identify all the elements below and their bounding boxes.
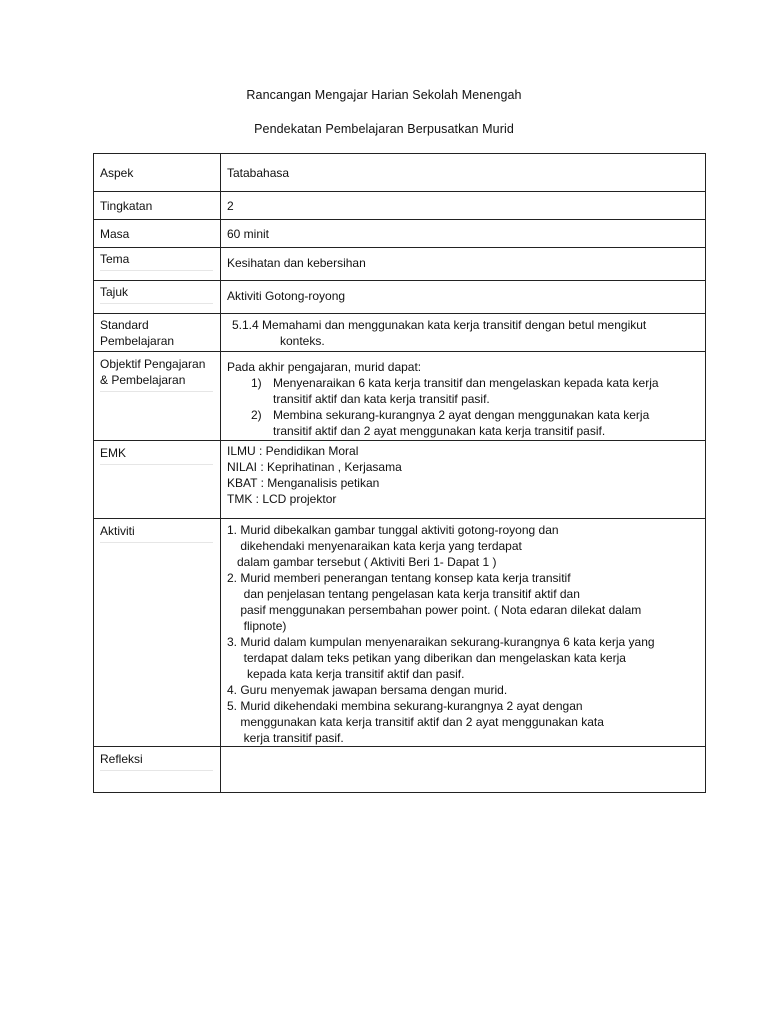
label-divider <box>100 770 213 771</box>
table-row-aspek <box>94 154 706 192</box>
aktiviti-line: 4. Guru menyemak jawapan bersama dengan murid. <box>227 683 508 697</box>
label-divider <box>100 542 213 543</box>
tema-label: Tema <box>100 252 130 266</box>
list-item-text: Menyenaraikan 6 kata kerja transitif dan mengelaskan kepada kata kerja <box>273 376 659 390</box>
table-row-tingkatan <box>94 192 706 220</box>
table-row-emk <box>94 441 706 519</box>
table-row-tema <box>94 248 706 281</box>
document-subtitle: Pendekatan Pembelajaran Berpusatkan Murid <box>254 122 514 136</box>
aktiviti-line: kerja transitif pasif. <box>227 731 344 745</box>
aktiviti-line: 1. Murid dibekalkan gambar tunggal aktiviti gotong-royong dan <box>227 523 559 537</box>
masa-label: Masa <box>100 227 130 241</box>
table-row-objektif <box>94 352 706 441</box>
standard-value-line2: konteks. <box>280 334 325 348</box>
aktiviti-line: 5. Murid dikehendaki membina sekurang-kurangnya 2 ayat dengan <box>227 699 583 713</box>
refleksi-label: Refleksi <box>100 752 143 766</box>
aktiviti-line: menggunakan kata kerja transitif aktif dan 2 ayat menggunakan kata <box>227 715 604 729</box>
standard-value-line1: 5.1.4 Memahami dan menggunakan kata kerja transitif dengan betul mengikut <box>232 318 647 332</box>
list-item-text: transitif aktif dan kata kerja transitif pasif. <box>273 392 490 406</box>
aktiviti-line: dan penjelasan tentang pengelasan kata kerja transitif aktif dan <box>227 587 580 601</box>
emk-line: KBAT : Menganalisis petikan <box>227 476 380 490</box>
table-row-tajuk <box>94 281 706 314</box>
table-row-refleksi <box>94 747 706 793</box>
aktiviti-line: pasif menggunakan persembahan power point. ( Nota edaran dilekat dalam <box>227 603 642 617</box>
table-row-aktiviti <box>94 519 706 747</box>
objektif-label-line2: & Pembelajaran <box>100 373 186 387</box>
emk-label: EMK <box>100 446 127 460</box>
list-item-text: Membina sekurang-kurangnya 2 ayat dengan menggunakan kata kerja <box>273 408 650 422</box>
aktiviti-line: kepada kata kerja transitif aktif dan pasif. <box>227 667 465 681</box>
objektif-label-line1: Objektif Pengajaran <box>100 357 206 371</box>
label-divider <box>100 270 213 271</box>
aktiviti-line: terdapat dalam teks petikan yang diberikan dan mengelaskan kata kerja <box>227 651 626 665</box>
list-item-text: transitif aktif dan 2 ayat menggunakan kata kerja transitif pasif. <box>273 424 606 438</box>
aktiviti-line: dalam gambar tersebut ( Aktiviti Beri 1- Dapat 1 ) <box>227 555 497 569</box>
aktiviti-line: 3. Murid dalam kumpulan menyenaraikan sekurang-kurangnya 6 kata kerja yang <box>227 635 655 649</box>
standard-label-line2: Pembelajaran <box>100 334 175 348</box>
tajuk-value: Aktiviti Gotong-royong <box>227 289 346 303</box>
tema-value: Kesihatan dan kebersihan <box>227 256 366 270</box>
list-item-number: 2) <box>251 408 262 422</box>
aktiviti-line: dikehendaki menyenaraikan kata kerja yang terdapat <box>227 539 522 553</box>
aktiviti-line: 2. Murid memberi penerangan tentang konsep kata kerja transitif <box>227 571 571 585</box>
objektif-intro: Pada akhir pengajaran, murid dapat: <box>227 360 422 374</box>
table-row-standard <box>94 314 706 352</box>
lesson-plan-table <box>93 153 706 793</box>
document-title: Rancangan Mengajar Harian Sekolah Menengah <box>246 88 522 102</box>
list-item <box>227 375 699 407</box>
label-divider <box>100 303 213 304</box>
list-item-number: 1) <box>251 376 262 390</box>
label-divider <box>100 464 213 465</box>
aktiviti-line: flipnote) <box>227 619 287 633</box>
aspek-label: Aspek <box>100 166 134 180</box>
tingkatan-label: Tingkatan <box>100 199 153 213</box>
aktiviti-label: Aktiviti <box>100 524 135 538</box>
masa-value: 60 minit <box>227 227 270 241</box>
table-row-masa <box>94 220 706 248</box>
emk-line: NILAI : Keprihatinan , Kerjasama <box>227 460 402 474</box>
emk-line: ILMU : Pendidikan Moral <box>227 444 359 458</box>
tajuk-label: Tajuk <box>100 285 129 299</box>
tingkatan-value: 2 <box>227 199 234 213</box>
standard-label-line1: Standard <box>100 318 149 332</box>
aspek-value: Tatabahasa <box>227 166 290 180</box>
list-item <box>227 407 699 439</box>
emk-line: TMK : LCD projektor <box>227 492 337 506</box>
refleksi-value <box>221 747 705 750</box>
label-divider <box>100 391 213 392</box>
